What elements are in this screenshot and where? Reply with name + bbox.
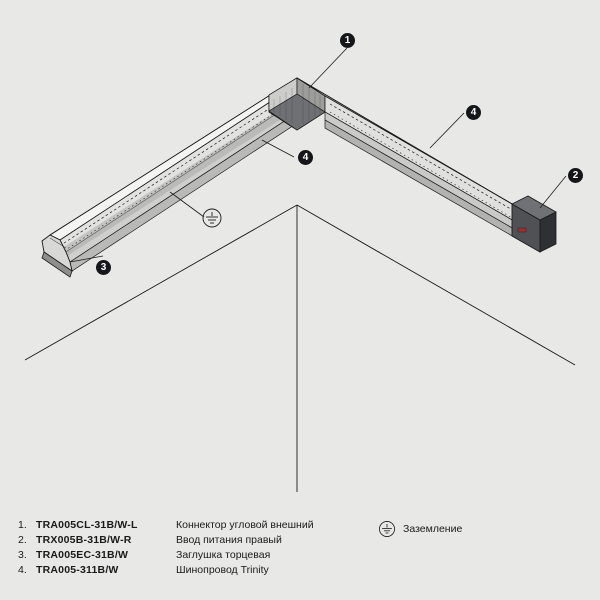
- callout-3: 3: [96, 260, 111, 275]
- legend-number: 1.: [18, 519, 27, 531]
- callout-4-left: 4: [298, 150, 313, 165]
- leader-lines: [70, 48, 566, 262]
- legend-description: Ввод питания правый: [176, 534, 282, 546]
- power-feed-right: [512, 196, 556, 252]
- legend-code: TRA005-311B/W: [36, 564, 119, 576]
- callout-2: 2: [568, 168, 583, 183]
- callout-1: 1: [340, 33, 355, 48]
- legend-code: TRX005B-31B/W-R: [36, 534, 132, 546]
- legend-row: [18, 518, 314, 533]
- legend-description: Шинопровод Trinity: [176, 564, 269, 576]
- callout-4-right: 4: [466, 105, 481, 120]
- legend: [18, 518, 584, 578]
- legend-description: Коннектор угловой внешний: [176, 519, 314, 531]
- legend-code: TRA005EC-31B/W: [36, 549, 129, 561]
- legend-code: TRA005CL-31B/W-L: [36, 519, 138, 531]
- earth-ground-icon: [378, 520, 396, 538]
- legend-number: 2.: [18, 534, 27, 546]
- legend-row: [18, 533, 314, 548]
- ground-label: Заземление: [403, 523, 463, 535]
- legend-description: Заглушка торцевая: [176, 549, 271, 561]
- legend-table: [18, 518, 314, 578]
- legend-number: 3.: [18, 549, 27, 561]
- legend-number: 4.: [18, 564, 27, 576]
- earth-ground-symbol-drawing: [203, 209, 221, 227]
- ground-legend-note: [378, 520, 462, 538]
- legend-row: [18, 563, 314, 578]
- legend-row: [18, 548, 314, 563]
